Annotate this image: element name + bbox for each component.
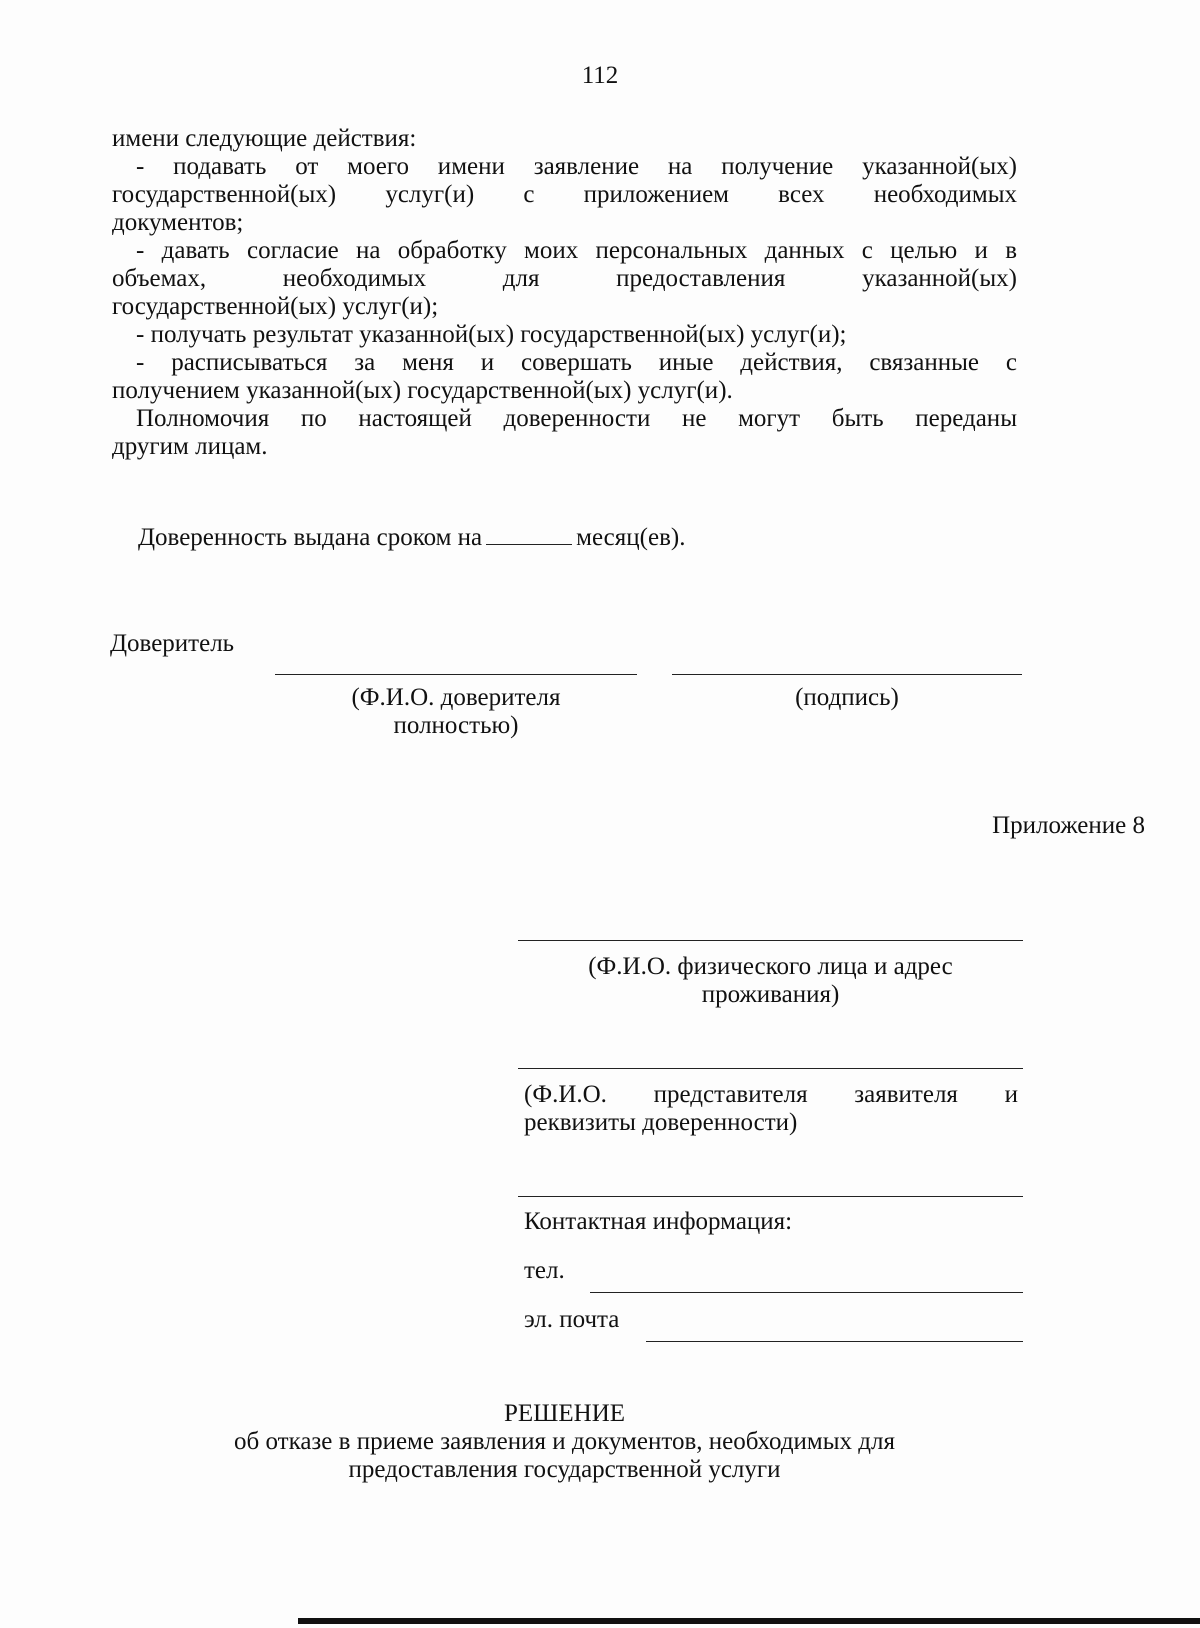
body-line-1: имени следующие действия: — [112, 125, 417, 152]
decision-title: РЕШЕНИЕ — [503, 1400, 626, 1427]
item-4-line-1: - расписываться за меня и совершать иные действия, связанные с — [136, 349, 1017, 376]
page-number: 112 — [581, 62, 619, 89]
item-1-line-3: документов; — [112, 209, 244, 236]
person-caption-1: (Ф.И.О. физического лица и адрес — [588, 953, 953, 980]
term-months-blank[interactable] — [486, 524, 572, 545]
term-line — [138, 524, 938, 552]
decision-subtitle-1: об отказе в приеме заявления и документов, необходимых для — [234, 1428, 895, 1455]
representative-caption-2: реквизиты доверенности) — [524, 1109, 798, 1136]
grantor-fio-caption-1: (Ф.И.О. доверителя — [351, 684, 561, 711]
representative-line[interactable] — [518, 1068, 1023, 1069]
powers-line-1: Полномочия по настоящей доверенности не могут быть переданы — [136, 405, 1017, 432]
item-2-line-1: - давать согласие на обработку моих персональных данных с целью и в — [136, 237, 1017, 264]
contact-label: Контактная информация: — [524, 1208, 793, 1235]
person-caption-2: проживания) — [701, 981, 840, 1008]
item-3-line-1: - получать результат указанной(ых) государственной(ых) услуг(и); — [136, 321, 847, 348]
email-label: эл. почта — [524, 1306, 620, 1333]
item-4-line-2: получением указанной(ых) государственной(ых) услуг(и). — [112, 377, 733, 404]
person-fio-line[interactable] — [518, 940, 1023, 941]
grantor-signature-line[interactable] — [672, 674, 1022, 675]
item-1-line-1: - подавать от моего имени заявление на получение указанной(ых) — [136, 153, 1017, 180]
grantor-signature-caption: (подпись) — [795, 684, 899, 711]
decision-subtitle-2: предоставления государственной услуги — [348, 1456, 781, 1483]
scan-bottom-edge — [298, 1618, 1200, 1624]
term-after-text: месяц(ев). — [576, 524, 686, 551]
phone-line[interactable] — [590, 1292, 1023, 1293]
phone-label: тел. — [524, 1257, 565, 1284]
item-2-line-2: объемах, необходимых для предоставления указанной(ых) — [112, 265, 1017, 292]
email-line[interactable] — [646, 1341, 1023, 1342]
grantor-fio-caption-2: полностью) — [393, 712, 519, 739]
term-before-text: Доверенность выдана сроком на — [138, 524, 483, 551]
contact-top-line[interactable] — [518, 1196, 1023, 1197]
representative-caption-1: (Ф.И.О. представителя заявителя и — [524, 1081, 1018, 1108]
item-1-line-2: государственной(ых) услуг(и) с приложением всех необходимых — [112, 181, 1017, 208]
item-2-line-3: государственной(ых) услуг(и); — [112, 293, 439, 320]
appendix-label: Приложение 8 — [992, 812, 1145, 839]
grantor-label: Доверитель — [110, 630, 235, 657]
grantor-fio-line[interactable] — [275, 674, 637, 675]
powers-line-2: другим лицам. — [112, 433, 268, 460]
